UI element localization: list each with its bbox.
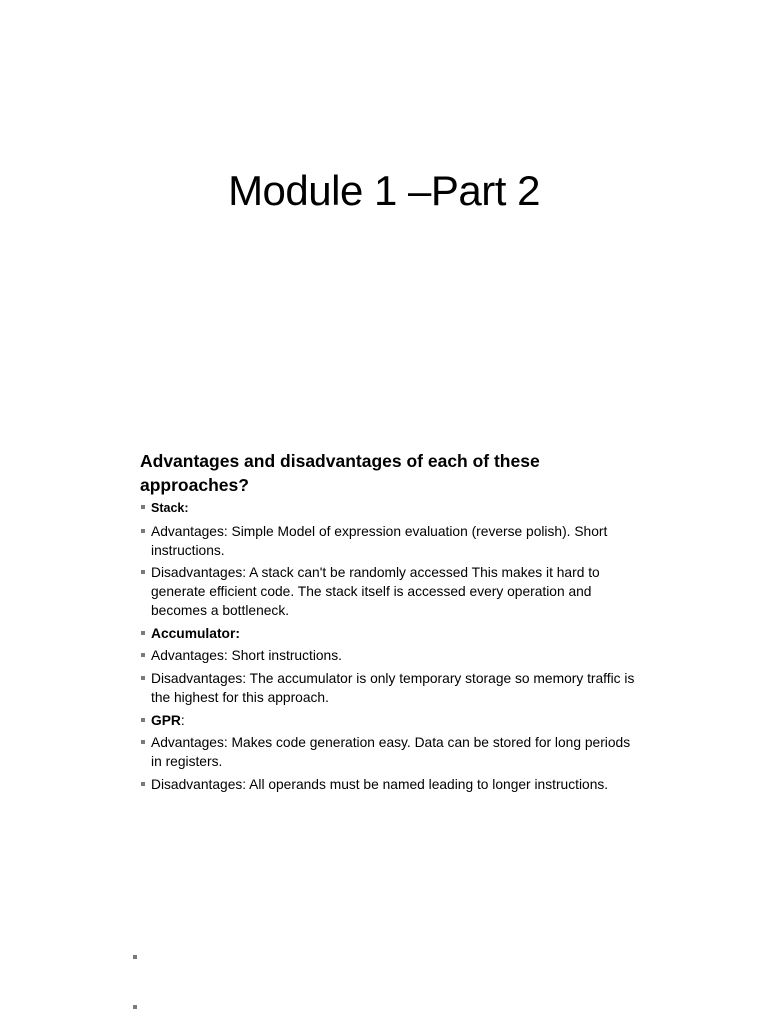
square-bullet-icon	[141, 718, 145, 722]
square-bullet-icon	[141, 740, 145, 744]
list-item-accumulator-advantages	[140, 646, 640, 665]
section-heading-line-2: approaches?	[140, 475, 249, 495]
square-bullet-icon	[141, 505, 145, 509]
list-item-gpr-advantages	[140, 733, 640, 771]
square-bullet-icon	[141, 529, 145, 533]
list-item-gpr-disadvantages	[140, 775, 640, 794]
content-section	[140, 449, 640, 797]
bullet-list	[140, 499, 640, 794]
bullet-label-suffix: :	[180, 712, 185, 728]
bullet-text: Advantages: Simple Model of expression evaluation (reverse polish). Short instructions.	[151, 523, 608, 558]
bullet-text: Disadvantages: All operands must be named leading to longer instructions.	[151, 776, 609, 792]
square-bullet-icon	[141, 570, 145, 574]
bullet-label: Accumulator:	[151, 625, 240, 641]
list-item-stack-disadvantages	[140, 563, 640, 620]
bullet-text: Disadvantages: A stack can't be randomly accessed This makes it hard to generate efficient code. The stack itself is accessed every operation and becomes a bottleneck.	[151, 565, 600, 619]
bullet-label: Stack:	[151, 501, 189, 515]
list-item-accumulator-disadvantages	[140, 669, 640, 707]
bullet-label: GPR	[151, 712, 181, 728]
section-heading	[140, 449, 640, 497]
list-item-stack-advantages	[140, 522, 640, 560]
square-bullet-icon	[141, 676, 145, 680]
bullet-text: Advantages: Makes code generation easy. Data can be stored for long periods in registers.	[151, 735, 631, 770]
square-bullet-icon	[133, 955, 137, 959]
list-item-accumulator	[140, 624, 640, 643]
list-item-gpr	[140, 711, 640, 730]
list-item-stack	[140, 499, 640, 518]
square-bullet-icon	[141, 631, 145, 635]
slide-title: Module 1 –Part 2	[228, 167, 540, 214]
section-heading-line-1: Advantages and disadvantages of each of these	[140, 451, 540, 471]
square-bullet-icon	[133, 1005, 137, 1009]
square-bullet-icon	[141, 653, 145, 657]
bullet-text: Advantages: Short instructions.	[151, 648, 342, 664]
square-bullet-icon	[141, 782, 145, 786]
bullet-text: Disadvantages: The accumulator is only temporary storage so memory traffic is the highest for this approach.	[151, 670, 635, 705]
